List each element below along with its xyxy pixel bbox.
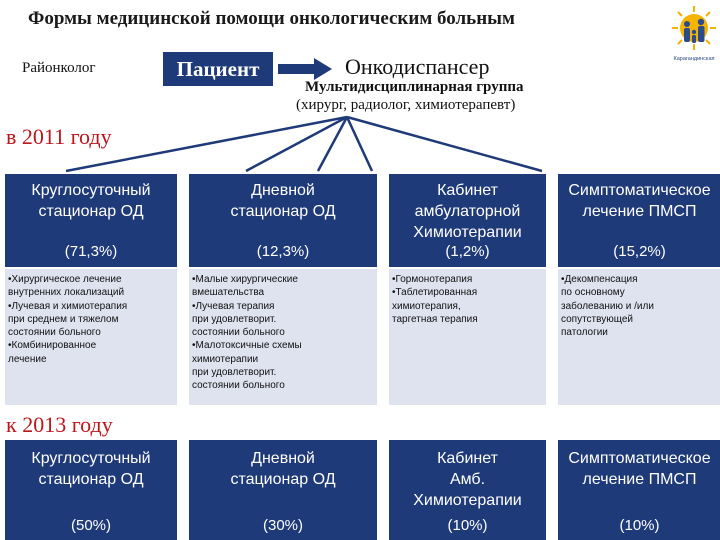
form-details: •Декомпенсация по основному заболеванию и /или сопутствующей патологии xyxy=(558,269,720,405)
connector-line-5 xyxy=(347,117,542,171)
form-percent: (71,3%) xyxy=(64,243,118,260)
form-name: Кабинет Амб. Химиотерапии xyxy=(413,450,522,509)
form-name: Кабинет амбулаторной Химиотерапии xyxy=(413,182,522,241)
logo-text: Карагандинская xyxy=(673,56,715,62)
year-2011-label: в 2011 году xyxy=(6,124,112,149)
form-header xyxy=(189,174,377,267)
form-percent: (1,2%) xyxy=(445,243,490,260)
form-header xyxy=(189,440,377,540)
form-name: Круглосуточный стационар ОД xyxy=(31,450,151,488)
forms-2011-table xyxy=(5,174,720,405)
form-column-2011 xyxy=(5,174,177,405)
form-name: Симптоматическое лечение ПМСП xyxy=(568,450,711,488)
year-2013-label: к 2013 году xyxy=(6,412,113,437)
form-percent: (10%) xyxy=(447,517,488,534)
form-name: Дневной стационар ОД xyxy=(230,450,336,488)
sun-icon xyxy=(672,6,716,50)
form-header xyxy=(558,174,720,267)
form-name: Дневной стационар ОД xyxy=(230,182,336,220)
form-header xyxy=(5,440,177,540)
organization-logo xyxy=(668,2,720,70)
connector-line-2 xyxy=(246,117,347,171)
form-column-2011 xyxy=(389,174,546,405)
form-percent: (15,2%) xyxy=(613,243,666,260)
patient-box: Пациент xyxy=(163,52,273,86)
form-details: •Гормонотерапия •Таблетированная химиотерапия, таргетная терапия xyxy=(389,269,546,405)
form-name: Симптоматическое лечение ПМСП xyxy=(568,182,711,220)
form-percent: (30%) xyxy=(262,517,303,534)
form-header xyxy=(558,440,720,540)
connector-line-4 xyxy=(347,117,372,171)
form-column-2011 xyxy=(189,174,377,405)
arrow-right-icon xyxy=(278,58,332,80)
connector-line-3 xyxy=(318,117,347,171)
form-percent: (50%) xyxy=(70,517,111,534)
form-name: Круглосуточный стационар ОД xyxy=(31,182,151,220)
multidisciplinary-group-title: Мультидисциплинарная группа xyxy=(305,79,524,95)
raionkolog-label: Районколог xyxy=(22,60,96,76)
form-details: •Хирургическое лечение внутренних локализаций •Лучевая и химиотерапия при среднем и тяжелом состоянии больного •Комбинированное лечение xyxy=(5,269,177,405)
page-title: Формы медицинской помощи онкологическим больным xyxy=(28,8,515,29)
forms-2013-table xyxy=(5,440,720,540)
form-percent: (10%) xyxy=(619,517,660,534)
form-column-2011 xyxy=(558,174,720,405)
form-header xyxy=(5,174,177,267)
form-details: •Малые хирургические вмешательства •Лучевая терапия при удовлетворит. состоянии больного •Малотоксичные схемы химиотерапии при удовлетворит. состоянии больного xyxy=(189,269,377,405)
form-header xyxy=(389,174,546,267)
multidisciplinary-group-members: (хирург, радиолог, химиотерапевт) xyxy=(296,97,516,113)
onkodispanser-label: Онкодиспансер xyxy=(345,54,490,79)
form-percent: (12,3%) xyxy=(256,243,310,260)
form-header xyxy=(389,440,546,540)
